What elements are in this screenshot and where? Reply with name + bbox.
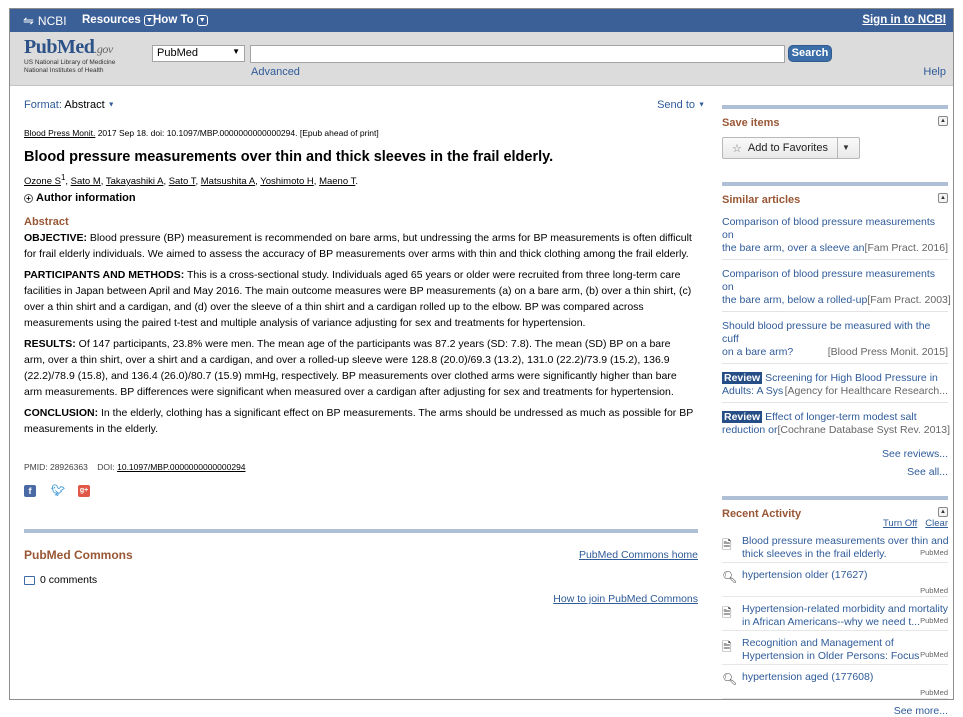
- similar-article[interactable]: [722, 268, 951, 312]
- similar-article-title: Effect of longer-term modest salt: [762, 411, 917, 423]
- recent-activity-item[interactable]: [722, 637, 948, 665]
- ncbi-logo[interactable]: [23, 13, 67, 29]
- recent-activity-item[interactable]: [722, 569, 948, 597]
- similar-article[interactable]: [722, 216, 948, 260]
- results-paragraph: [24, 336, 694, 400]
- author-link[interactable]: Takayashiki A: [105, 176, 164, 188]
- recent-activity-text-cont: thick sleeves in the frail elderly.: [742, 548, 887, 560]
- nlm-line: US National Library of Medicine: [24, 59, 116, 66]
- chevron-down-icon: ▼: [144, 15, 155, 26]
- similar-article-source: [Agency for Healthcare Research...: [784, 385, 948, 397]
- share-buttons: [24, 485, 90, 497]
- comments-count: 0 comments: [40, 574, 98, 586]
- abstract-body: [24, 230, 694, 442]
- dropdown-arrow-icon: ▼: [232, 47, 240, 56]
- similar-article-source: [Blood Press Monit. 2015]: [827, 346, 948, 358]
- add-to-favorites-button[interactable]: [722, 137, 860, 159]
- review-badge: Review: [724, 411, 761, 423]
- similar-articles-list: [722, 216, 951, 441]
- similar-article[interactable]: [722, 372, 948, 403]
- similar-articles-title: Similar articles: [722, 194, 801, 206]
- recent-activity-db: PubMed: [920, 650, 948, 659]
- how-to-menu[interactable]: [153, 14, 208, 26]
- display-toolbar: [24, 99, 705, 111]
- send-to-label: Send to: [657, 99, 695, 111]
- recent-activity-text-cont: in African Americans--why we need t...: [742, 616, 920, 628]
- collapse-icon[interactable]: ▲: [938, 507, 948, 517]
- save-items-header: [722, 109, 948, 131]
- recent-activity-item[interactable]: [722, 671, 948, 699]
- similar-article-source: [Fam Pract. 2016]: [864, 242, 948, 254]
- results-text: Of 147 participants, 23.8% were men. The mean age of the participants was 87.2 years (SD: 7.8). The mean (SD) BP on a bare arm, over a thin shirt, over a shirt and a cardigan, and over a rolled-up sleeve were 128.8 (20.0)/69.3 (13.2), 131.0 (22.2)/73.9 (15.2), 136.9 (22.2)/78.9 (15.8), and 136.4 (26.0)/80.7 (15.9) mmHg, respectively. BP measurements over clothed arms were significantly higher than bare arm measurements. BP differences were significant when measured over a cardigan after adjusting for sex and treatments for hypertension.: [24, 338, 677, 398]
- facebook-icon[interactable]: f: [24, 485, 36, 497]
- turn-off-link[interactable]: Turn Off: [882, 518, 918, 529]
- send-to-menu[interactable]: [657, 99, 705, 111]
- google-plus-icon[interactable]: g+: [78, 485, 90, 497]
- article-title: Blood pressure measurements over thin and thick sleeves in the frail elderly.: [24, 149, 554, 165]
- format-value: Abstract: [64, 99, 105, 111]
- how-to-label: How To: [153, 14, 194, 26]
- commons-home-link[interactable]: PubMed Commons home: [578, 549, 698, 561]
- add-to-favorites-label: Add to Favorites: [747, 142, 828, 154]
- results-label: RESULTS:: [24, 338, 76, 350]
- article-main: [24, 96, 705, 696]
- collapse-icon[interactable]: ▲: [938, 116, 948, 126]
- author-link[interactable]: Sato T: [168, 176, 196, 188]
- objective-label: OBJECTIVE:: [24, 232, 88, 244]
- recent-activity-text: Recognition and Management of: [742, 637, 894, 649]
- doi-link[interactable]: 10.1097/MBP.0000000000000294: [117, 462, 246, 472]
- similar-article[interactable]: [722, 411, 951, 441]
- advanced-search-link[interactable]: Advanced: [251, 66, 300, 78]
- pmid: PMID: 28926363: [24, 462, 88, 472]
- database-value: PubMed: [157, 47, 198, 59]
- identifiers: [24, 462, 246, 472]
- comment-icon: [24, 576, 35, 585]
- review-badge: Review: [724, 372, 761, 384]
- sign-in-link[interactable]: Sign in to NCBI: [862, 14, 946, 26]
- resources-menu[interactable]: [82, 14, 155, 26]
- author-information-label: Author information: [36, 192, 136, 204]
- ncbi-s-icon: ⇋: [23, 13, 34, 28]
- search-icon: 🔍︎: [722, 672, 738, 686]
- recent-activity-db: PubMed: [920, 548, 948, 557]
- recent-activity-db: PubMed: [920, 586, 948, 595]
- citation-line: [24, 128, 379, 138]
- pubmed-logo[interactable]: [24, 36, 115, 75]
- join-commons-link[interactable]: How to join PubMed Commons: [553, 593, 698, 605]
- author-information-toggle[interactable]: [24, 192, 136, 204]
- ncbi-logo-text: NCBI: [37, 14, 67, 28]
- comments-link[interactable]: [24, 574, 97, 586]
- similar-article-title: Comparison of blood pressure measurements on: [722, 216, 936, 241]
- document-icon: 🗎︎: [722, 640, 732, 654]
- conclusion-text: In the elderly, clothing has a significant effect on BP measurements. The arms should be undressed as much as possible for BP measurements in the elderly.: [24, 407, 694, 435]
- search-button[interactable]: Search: [788, 45, 832, 62]
- recent-activity-db: PubMed: [920, 616, 948, 625]
- objective-paragraph: [24, 230, 694, 262]
- star-icon: ☆: [732, 142, 742, 155]
- search-icon: 🔍︎: [722, 570, 738, 584]
- conclusion-label: CONCLUSION:: [24, 407, 99, 419]
- author-affiliation-marker[interactable]: 1: [60, 173, 66, 182]
- similar-articles-header: [722, 186, 948, 208]
- recent-activity-text-cont: Hypertension in Older Persons: Focus: [742, 650, 920, 662]
- recent-activity-text: hypertension aged (177608): [742, 671, 874, 683]
- similar-article-source: [Cochrane Database Syst Rev. 2013]: [777, 424, 951, 436]
- pubmed-logo-text: PubMed: [24, 36, 95, 58]
- abstract-heading: Abstract: [24, 216, 69, 228]
- recent-activity-header: [722, 500, 948, 522]
- author-link[interactable]: Matsushita A: [200, 176, 256, 188]
- methods-text: This is a cross-sectional study. Individuals aged 65 years or older were recruited from three long-term care facilities in Japan between April and May 2016. The main outcome measures were BP measurements (a) on a bare arm, (b) over a thin shirt, (c) over a thin shirt and a cardigan, and (d) over the sleeve of a thin shirt and a cardigan rolled up to the elbow. BP was compared across measurements using the paired t-test and multiple analysis of variance adjusting for sex and treatments for hypertension.: [24, 269, 692, 329]
- clear-link[interactable]: Clear: [925, 518, 948, 529]
- dropdown-arrow-icon[interactable]: ▼: [842, 143, 850, 152]
- divider: [24, 529, 698, 533]
- see-all-link[interactable]: See all...: [907, 466, 948, 478]
- see-more-link[interactable]: See more...: [893, 705, 948, 717]
- recent-activity-text: Blood pressure measurements over thin and: [742, 535, 949, 547]
- chevron-down-icon: ▼: [197, 15, 208, 26]
- similar-article-title: Should blood pressure be measured with the cuff: [722, 320, 931, 345]
- resources-label: Resources: [82, 14, 141, 26]
- similar-article-title: Comparison of blood pressure measurements on: [722, 268, 936, 293]
- similar-article-source: [Fam Pract. 2003]: [867, 294, 951, 306]
- similar-article-title-cont: Adults: A Sys: [722, 385, 784, 397]
- author-link[interactable]: Sato M: [70, 176, 101, 188]
- expand-plus-icon: +: [24, 194, 33, 203]
- save-items-title: Save items: [722, 117, 780, 129]
- pubmed-logo-gov: .gov: [94, 42, 113, 56]
- help-link[interactable]: Help: [923, 66, 946, 78]
- collapse-icon[interactable]: ▲: [938, 193, 948, 203]
- author-link[interactable]: Ozone S: [24, 176, 61, 188]
- journal-link[interactable]: Blood Press Monit.: [24, 128, 96, 138]
- format-menu[interactable]: [24, 99, 115, 111]
- conclusion-paragraph: [24, 405, 694, 437]
- caret-down-icon: ▼: [107, 101, 115, 109]
- author-link[interactable]: Yoshimoto H: [260, 176, 314, 188]
- similar-article-title-cont: reduction or: [722, 424, 778, 436]
- doi-label: DOI:: [97, 462, 115, 472]
- recent-activity-db: PubMed: [920, 688, 948, 697]
- format-label: Format:: [24, 99, 62, 111]
- nih-line: National Institutes of Health: [24, 67, 104, 74]
- similar-article-title-cont: the bare arm, below a rolled-up: [722, 294, 868, 306]
- search-input[interactable]: [250, 45, 785, 63]
- recent-activity-item[interactable]: [722, 535, 948, 563]
- twitter-icon[interactable]: 🐦︎: [51, 485, 65, 497]
- similar-article-title-cont: the bare arm, over a sleeve an: [722, 242, 865, 254]
- similar-article-title-cont: on a bare arm?: [722, 346, 794, 358]
- author-link[interactable]: Maeno T: [319, 176, 356, 188]
- document-icon: 🗎︎: [722, 538, 732, 552]
- recent-activity-text: Hypertension-related morbidity and mortality: [742, 603, 949, 615]
- document-icon: 🗎︎: [722, 606, 732, 620]
- similar-article[interactable]: [722, 320, 948, 364]
- objective-text: Blood pressure (BP) measurement is recommended on bare arms, but undressing the arms for BP measurements is often difficult for frail elderly individuals. We aimed to assess the accuracy of BP measurements over arms with thin and thick clothing among the frail elderly.: [24, 232, 692, 260]
- commons-heading: PubMed Commons: [24, 548, 133, 562]
- recent-activity-text: hypertension older (17627): [742, 569, 868, 581]
- similar-article-title: Screening for High Blood Pressure in: [762, 372, 938, 384]
- button-divider: [837, 138, 838, 158]
- author-list: Ozone $S^1$, Sato M, Takayashiki A, Sato T, Matsushita A, Yoshimoto H, Maeno T.: [24, 173, 358, 188]
- search-bar: [10, 32, 953, 86]
- see-reviews-link[interactable]: See reviews...: [882, 448, 948, 460]
- citation-details: 2017 Sep 18. doi: 10.1097/MBP.0000000000000294. [Epub ahead of print]: [95, 128, 379, 138]
- right-sidebar: [722, 105, 951, 717]
- recent-activity-title: Recent Activity: [722, 508, 802, 520]
- ncbi-header: [10, 9, 953, 32]
- methods-label: PARTICIPANTS AND METHODS:: [24, 269, 185, 281]
- recent-activity-item[interactable]: [722, 603, 948, 631]
- methods-paragraph: [24, 267, 694, 331]
- browser-frame: [9, 8, 954, 717]
- database-select[interactable]: [152, 45, 245, 62]
- caret-down-icon: ▼: [698, 101, 705, 109]
